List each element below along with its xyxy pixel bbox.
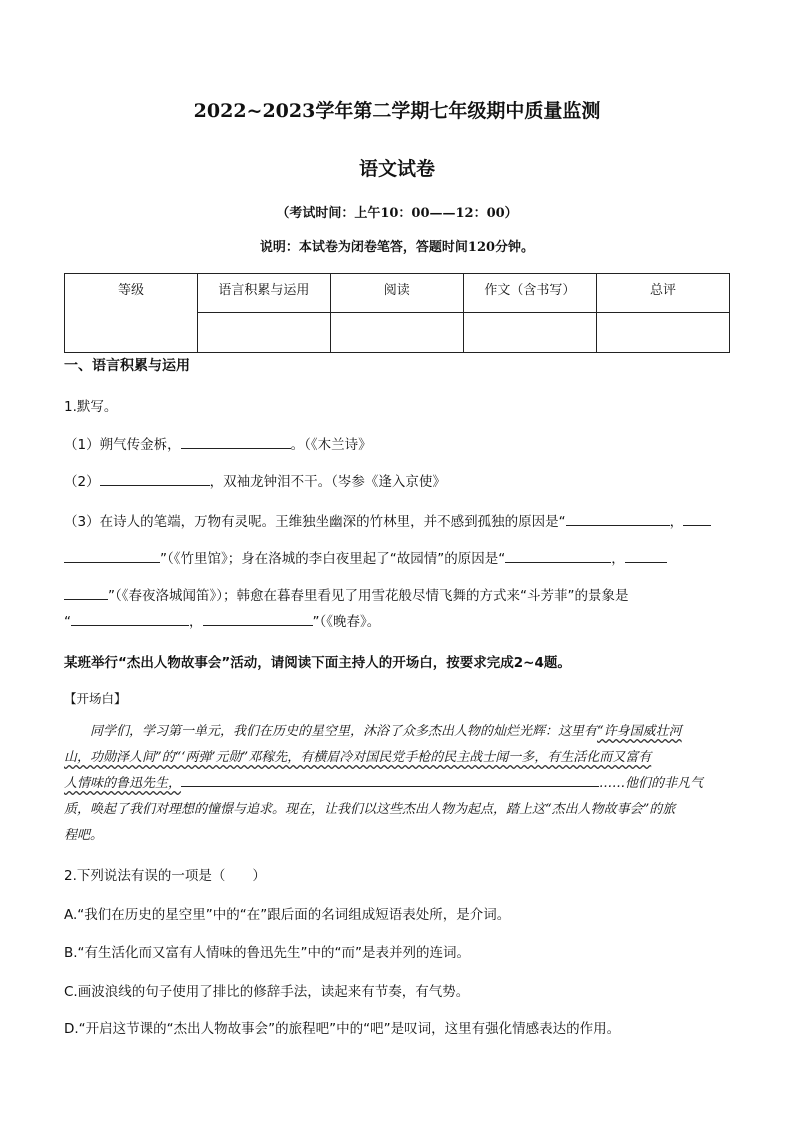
score-header-writing: 作文（含书写） <box>463 274 596 313</box>
opening-label: 【开场白】 <box>64 691 127 706</box>
exam-note: 说明：本试卷为闭卷笔答，答题时间120分钟。 <box>259 240 535 255</box>
section-title: 一、语言积累与运用 <box>64 358 190 374</box>
answer-blank[interactable] <box>181 774 599 787</box>
score-header-language: 语言积累与运用 <box>197 274 330 313</box>
answer-blank[interactable] <box>203 611 313 626</box>
opening-line2: 山，功勋泽人间”的“‘两弹’元勋”邓稼先，有横眉冷对国民党手枪的民主战士闻一多，有生活化而又富有 <box>64 750 652 765</box>
opening-line1: 同学们，学习第一单元，我们在历史的星空里，沐浴了众多杰出人物的灿烂光辉：这里有“许身国威壮河 <box>90 724 682 739</box>
reading-instruction: 某班举行“杰出人物故事会”活动，请阅读下面主持人的开场白，按要求完成2~4题。 <box>64 655 571 671</box>
answer-blank[interactable] <box>505 548 611 563</box>
score-table <box>64 273 730 353</box>
q1-1: （1）朔气传金柝， 。（《木兰诗》 <box>64 433 372 453</box>
answer-blank[interactable] <box>625 548 667 563</box>
q2-option-c[interactable]: C.画波浪线的句子使用了排比的修辞手法，读起来有节奏，有气势。 <box>64 984 470 1000</box>
score-header-total: 总评 <box>597 274 730 313</box>
opening-line5: 程吧。 <box>64 828 104 843</box>
score-header-grade: 等级 <box>65 274 198 353</box>
answer-blank[interactable] <box>181 434 291 449</box>
q2-title: 2.下列说法有误的一项是（ ） <box>64 868 266 884</box>
q1-3-line1: （3）在诗人的笔端，万物有灵呢。王维独坐幽深的竹林里，并不感到孤独的原因是“ ， <box>64 510 711 530</box>
q1-3-line2: ”（《竹里馆》；身在洛城的李白夜里起了“故园情”的原因是“ ， <box>64 547 667 567</box>
q2-option-b[interactable]: B.“有生活化而又富有人情味的鲁迅先生”中的“而”是表并列的连词。 <box>64 945 471 961</box>
q1-3-line3: ”（《春夜洛城闻笛》）；韩愈在暮春里看见了用雪花般尽情飞舞的方式来“斗芳菲”的景象是 <box>64 584 628 604</box>
score-header-reading: 阅读 <box>330 274 463 313</box>
opening-line3: 人情味的鲁迅先生， ……他们的非凡气 <box>64 776 704 791</box>
answer-blank[interactable] <box>100 471 210 486</box>
exam-title: 2022~2023学年第二学期七年级期中质量监测 <box>193 100 601 122</box>
exam-subtitle: 语文试卷 <box>358 158 435 180</box>
score-cell-total[interactable] <box>597 313 730 353</box>
q1-2: （2） ，双袖龙钟泪不干。（岑参《逢入京使》 <box>64 470 446 490</box>
answer-blank[interactable] <box>64 548 160 563</box>
opening-line4: 质，唤起了我们对理想的憧憬与追求。现在，让我们以这些杰出人物为起点，踏上这“杰出人物故事会”的旅 <box>64 802 676 817</box>
score-cell-writing[interactable] <box>463 313 596 353</box>
score-cell-language[interactable] <box>197 313 330 353</box>
answer-blank[interactable] <box>566 511 670 526</box>
q2-option-a[interactable]: A.“我们在历史的星空里”中的“在”跟后面的名词组成短语表处所，是介词。 <box>64 907 511 923</box>
q2-option-d[interactable]: D.“开启这节课的“杰出人物故事会”的旅程吧”中的“吧”是叹词，这里有强化情感表达的作用。 <box>64 1021 621 1037</box>
q1-title: 1.默写。 <box>64 399 118 415</box>
answer-blank[interactable] <box>64 585 108 600</box>
q1-3-line4: “ ， ”（《晚春》。 <box>64 610 380 630</box>
exam-time: （考试时间：上午10：00——12：00） <box>276 206 518 221</box>
answer-blank[interactable] <box>71 611 189 626</box>
score-cell-reading[interactable] <box>330 313 463 353</box>
answer-blank[interactable] <box>683 511 711 526</box>
